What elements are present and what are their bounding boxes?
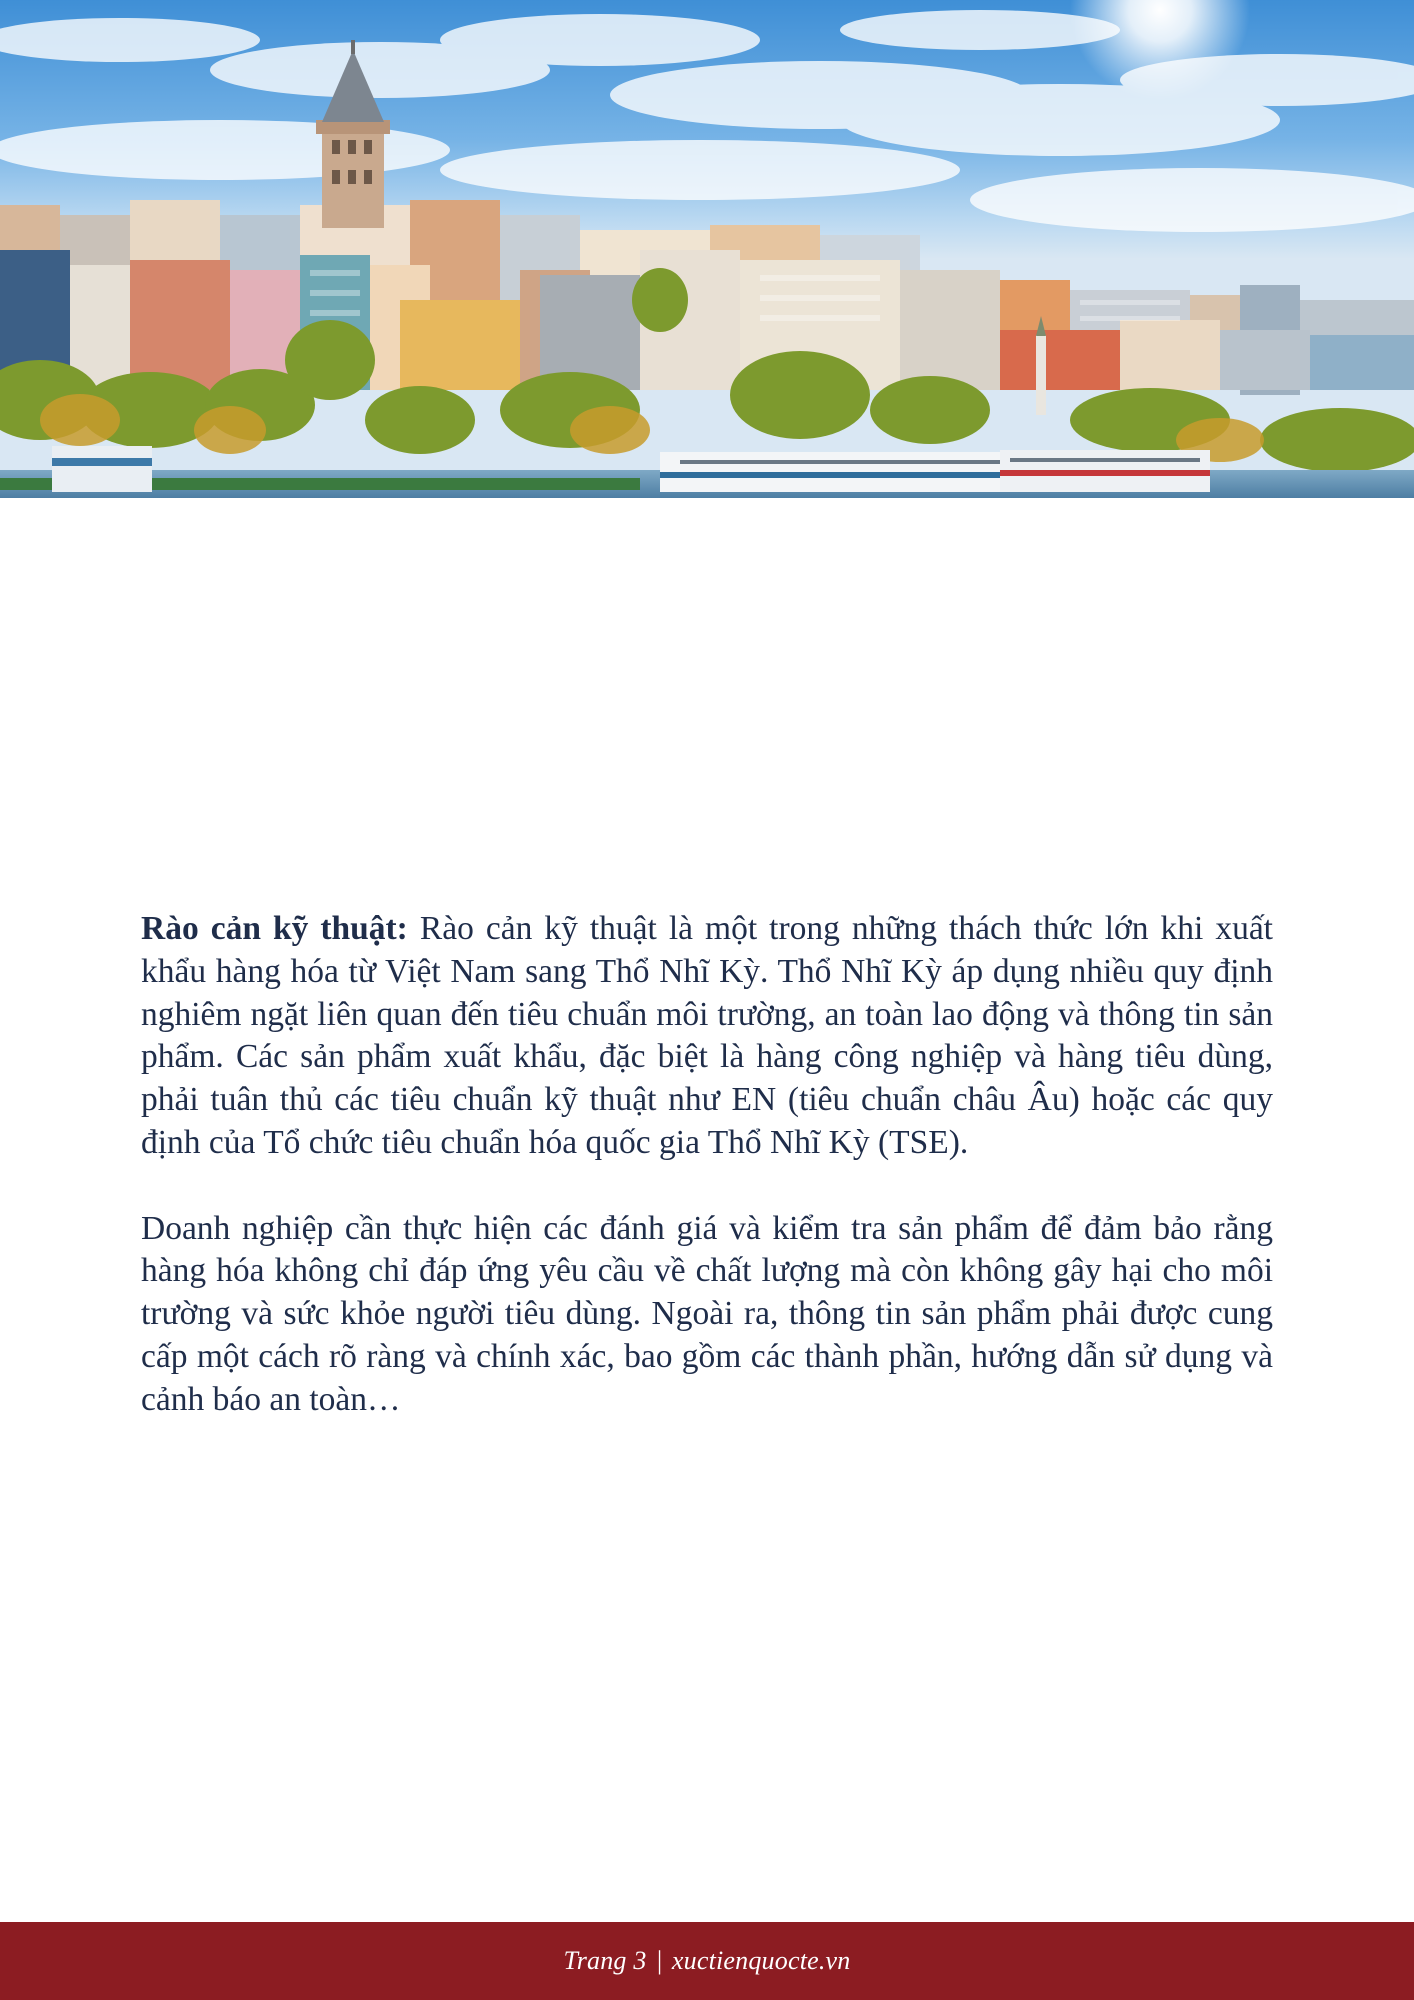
article-body (141, 908, 1273, 1464)
header-city-photo (0, 0, 1414, 498)
page-footer (0, 1922, 1414, 2000)
paragraph-technical-barriers (141, 908, 1273, 1165)
website-link[interactable]: xuctienquocte.vn (671, 1946, 851, 1975)
page-number: Trang 3 (563, 1946, 647, 1975)
paragraph-lead: Rào cản kỹ thuật: (141, 910, 408, 947)
paragraph-product-testing: Doanh nghiệp cần thực hiện các đánh giá và kiểm tra sản phẩm để đảm bảo rằng hàng hóa không chỉ đáp ứng yêu cầu về chất lượng mà còn không gây hại cho môi trường và sức khỏe người tiêu dùng. Ngoài ra, thông tin sản phẩm phải được cung cấp một cách rõ ràng và chính xác, bao gồm các thành phần, hướng dẫn sử dụng và cảnh báo an toàn… (141, 1209, 1273, 1418)
paragraph-text: Rào cản kỹ thuật là một trong những thách thức lớn khi xuất khẩu hàng hóa từ Việt Nam sang Thổ Nhĩ Kỳ. Thổ Nhĩ Kỳ áp dụng nhiều quy định nghiêm ngặt liên quan đến tiêu chuẩn môi trường, an toàn lao động và thông tin sản phẩm. Các sản phẩm xuất khẩu, đặc biệt là hàng công nghiệp và hàng tiêu dùng, phải tuân thủ các tiêu chuẩn kỹ thuật như EN (tiêu chuẩn châu Âu) hoặc các quy định của Tổ chức tiêu chuẩn hóa quốc gia Thổ Nhĩ Kỳ (TSE). (141, 910, 1273, 1161)
footer-separator: | (655, 1946, 663, 1975)
